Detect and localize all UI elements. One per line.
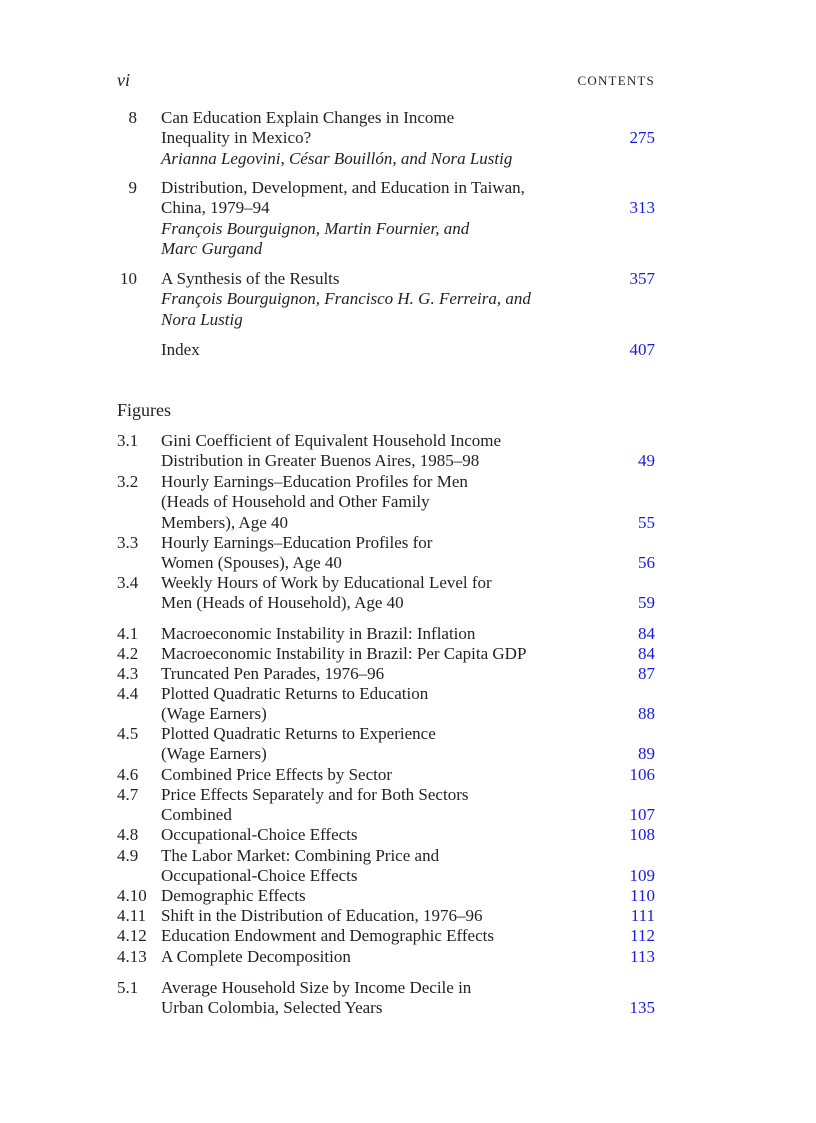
figure-number: 4.9 bbox=[117, 846, 139, 865]
figure-page-link[interactable]: 112 bbox=[630, 926, 655, 945]
figure-entry[interactable] bbox=[161, 825, 358, 845]
figure-entry[interactable] bbox=[161, 926, 494, 946]
chapter-title-line: Inequality in Mexico? bbox=[161, 128, 312, 148]
figure-page-link[interactable]: 84 bbox=[638, 624, 655, 643]
figure-number: 3.4 bbox=[117, 573, 139, 592]
figure-number: 3.1 bbox=[117, 431, 139, 450]
chapter-page-link[interactable]: 313 bbox=[629, 198, 655, 218]
figure-page-link[interactable]: 56 bbox=[638, 553, 655, 573]
figure-number: 4.10 bbox=[117, 886, 147, 905]
figure-title-line: Education Endowment and Demographic Effects bbox=[161, 926, 494, 945]
figure-page-link[interactable]: 87 bbox=[638, 664, 655, 683]
figure-title-line: Men (Heads of Household), Age 40 bbox=[161, 593, 404, 613]
figure-entry[interactable] bbox=[161, 846, 439, 887]
figure-page-link[interactable]: 135 bbox=[629, 998, 655, 1018]
chapter-author-line: François Bourguignon, Francisco H. G. Ferreira, and bbox=[161, 289, 531, 309]
figure-title-line: Price Effects Separately and for Both Sectors bbox=[161, 785, 469, 804]
figure-entry[interactable] bbox=[161, 573, 492, 614]
figure-page-link[interactable]: 84 bbox=[638, 644, 655, 663]
figure-page-link[interactable]: 49 bbox=[638, 451, 655, 471]
figure-entry[interactable] bbox=[161, 785, 468, 826]
figure-entry[interactable] bbox=[161, 664, 384, 684]
page-label: vi bbox=[117, 70, 130, 90]
chapter-number: 9 bbox=[128, 178, 137, 197]
figure-entry[interactable] bbox=[161, 906, 483, 926]
figure-entry[interactable] bbox=[161, 765, 392, 785]
figure-number: 4.13 bbox=[117, 947, 147, 966]
figure-title-line: (Wage Earners) bbox=[161, 744, 267, 764]
figure-title-line: Gini Coefficient of Equivalent Household Income bbox=[161, 431, 502, 450]
figure-number: 4.3 bbox=[117, 664, 139, 683]
chapter-title-line: China, 1979–94 bbox=[161, 198, 270, 218]
figure-page-link[interactable]: 89 bbox=[638, 744, 655, 764]
figure-page-link[interactable]: 59 bbox=[638, 593, 655, 613]
chapter-author-line: Nora Lustig bbox=[161, 309, 243, 329]
chapter-entry[interactable] bbox=[161, 269, 531, 330]
chapter-entry[interactable] bbox=[161, 340, 200, 360]
figure-page-link[interactable]: 108 bbox=[629, 825, 655, 844]
figure-number: 4.1 bbox=[117, 624, 139, 643]
figure-title-line: Women (Spouses), Age 40 bbox=[161, 553, 342, 573]
chapter-page-link[interactable]: 357 bbox=[629, 269, 655, 288]
figure-entry[interactable] bbox=[161, 624, 475, 644]
figure-title-line: The Labor Market: Combining Price and bbox=[161, 846, 440, 865]
figure-title-line: Plotted Quadratic Returns to Experience bbox=[161, 724, 436, 743]
figure-title-line: Shift in the Distribution of Education, 1976–96 bbox=[161, 906, 483, 925]
figure-title-line: Plotted Quadratic Returns to Education bbox=[161, 684, 429, 703]
figure-title-line: Combined bbox=[161, 805, 232, 825]
figure-title-line: Hourly Earnings–Education Profiles for Men bbox=[161, 472, 468, 491]
chapter-number: 10 bbox=[120, 269, 137, 288]
figure-title-line: Combined Price Effects by Sector bbox=[161, 765, 393, 784]
figures-heading: Figures bbox=[117, 400, 171, 420]
figure-page-link[interactable]: 111 bbox=[630, 906, 655, 925]
figure-title-line: Urban Colombia, Selected Years bbox=[161, 998, 383, 1018]
chapter-author-line: François Bourguignon, Martin Fournier, and bbox=[161, 218, 470, 238]
figure-number: 4.11 bbox=[117, 906, 147, 925]
figure-page-link[interactable]: 55 bbox=[638, 512, 655, 532]
figure-title-line: Average Household Size by Income Decile in bbox=[161, 978, 472, 997]
chapter-entry[interactable] bbox=[161, 178, 525, 259]
figure-entry[interactable] bbox=[161, 886, 306, 906]
figure-page-link[interactable]: 113 bbox=[630, 947, 655, 966]
figure-page-link[interactable]: 110 bbox=[630, 886, 655, 905]
chapter-entry[interactable] bbox=[161, 108, 512, 169]
figure-number: 3.2 bbox=[117, 472, 139, 491]
figure-page-link[interactable]: 107 bbox=[629, 805, 655, 825]
figure-entry[interactable] bbox=[161, 978, 471, 1019]
figure-number: 4.2 bbox=[117, 644, 139, 663]
chapter-number: 8 bbox=[128, 108, 137, 127]
figure-entry[interactable] bbox=[161, 472, 468, 533]
chapter-page-link[interactable]: 407 bbox=[629, 340, 655, 359]
figure-title-line: Macroeconomic Instability in Brazil: Per Capita GDP bbox=[161, 644, 527, 663]
figure-number: 4.6 bbox=[117, 765, 139, 784]
figure-number: 4.4 bbox=[117, 684, 139, 703]
figure-title-line: Hourly Earnings–Education Profiles for bbox=[161, 533, 433, 552]
figure-title-line: (Wage Earners) bbox=[161, 704, 267, 724]
figure-number: 4.8 bbox=[117, 825, 139, 844]
chapter-author-line: Marc Gurgand bbox=[161, 238, 263, 258]
figure-number: 4.12 bbox=[117, 926, 147, 945]
figure-entry[interactable] bbox=[161, 533, 432, 574]
chapter-title-line: Distribution, Development, and Education in Taiwan, bbox=[161, 178, 525, 197]
figure-entry[interactable] bbox=[161, 644, 526, 664]
chapter-title-line: A Synthesis of the Results bbox=[161, 269, 340, 288]
figure-number: 4.5 bbox=[117, 724, 139, 743]
running-title: CONTENTS bbox=[577, 73, 655, 88]
figure-title-line: Macroeconomic Instability in Brazil: Inflation bbox=[161, 624, 476, 643]
figure-number: 4.7 bbox=[117, 785, 139, 804]
figure-entry[interactable] bbox=[161, 684, 428, 725]
figure-title-line: Distribution in Greater Buenos Aires, 1985–98 bbox=[161, 451, 480, 471]
figure-title-line: (Heads of Household and Other Family bbox=[161, 492, 430, 512]
figure-number: 3.3 bbox=[117, 533, 139, 552]
figure-title-line: Demographic Effects bbox=[161, 886, 306, 905]
chapter-author-line: Arianna Legovini, César Bouillón, and Nora Lustig bbox=[161, 148, 513, 168]
figure-number: 5.1 bbox=[117, 978, 139, 997]
figure-entry[interactable] bbox=[161, 947, 351, 967]
figure-title-line: Members), Age 40 bbox=[161, 512, 289, 532]
figure-page-link[interactable]: 106 bbox=[629, 765, 655, 784]
figure-title-line: Occupational-Choice Effects bbox=[161, 866, 358, 886]
figure-title-line: Weekly Hours of Work by Educational Level for bbox=[161, 573, 492, 592]
figure-page-link[interactable]: 88 bbox=[638, 704, 655, 724]
figure-title-line: Truncated Pen Parades, 1976–96 bbox=[161, 664, 385, 683]
chapter-title-line: Index bbox=[161, 340, 200, 359]
figure-page-link[interactable]: 109 bbox=[629, 866, 655, 886]
figure-title-line: Occupational-Choice Effects bbox=[161, 825, 358, 844]
figure-title-line: A Complete Decomposition bbox=[161, 947, 351, 966]
chapter-title-line: Can Education Explain Changes in Income bbox=[161, 108, 455, 127]
figure-entry[interactable] bbox=[161, 724, 436, 765]
chapter-page-link[interactable]: 275 bbox=[629, 128, 655, 148]
figure-entry[interactable] bbox=[161, 431, 501, 472]
